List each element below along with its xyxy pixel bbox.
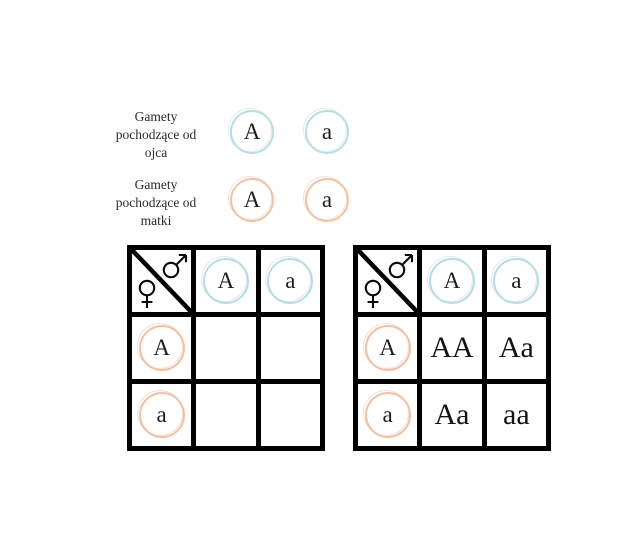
father-gamete-token-a bbox=[304, 109, 350, 155]
mother-gametes-label bbox=[95, 176, 217, 230]
mother-gamete-token-A bbox=[138, 324, 186, 372]
corner-cell bbox=[358, 250, 417, 312]
punnett-cell bbox=[487, 317, 546, 379]
row-header-cell bbox=[132, 317, 191, 379]
punnett-cell bbox=[196, 317, 255, 379]
row-header-cell bbox=[358, 317, 417, 379]
mother-gamete-token-a bbox=[138, 391, 186, 439]
gamete-letter: A bbox=[243, 119, 261, 144]
father-label-line: pochodzące od bbox=[115, 127, 197, 142]
col-header-cell bbox=[261, 250, 320, 312]
father-gametes-label bbox=[95, 108, 217, 162]
male-symbol-icon bbox=[386, 251, 416, 281]
punnett-cell bbox=[422, 384, 481, 446]
mother-label-line: Gamety bbox=[134, 177, 178, 192]
col-header-cell bbox=[422, 250, 481, 312]
female-symbol-icon bbox=[360, 278, 386, 311]
punnett-cell bbox=[487, 384, 546, 446]
female-symbol-icon bbox=[134, 278, 160, 311]
mother-gamete-token-a bbox=[304, 177, 350, 223]
gamete-letter: A bbox=[153, 335, 170, 360]
father-label-line: ojca bbox=[144, 145, 168, 160]
mother-gamete-token-A bbox=[229, 177, 275, 223]
mother-label-line: pochodzące od bbox=[115, 195, 197, 210]
gamete-letter: A bbox=[379, 335, 396, 360]
offspring-genotype: AA bbox=[430, 331, 474, 364]
gamete-letter: a bbox=[511, 268, 522, 293]
punnett-cell bbox=[422, 317, 481, 379]
father-gamete-token-a bbox=[266, 257, 314, 305]
punnett-cell bbox=[196, 384, 255, 446]
gamete-letter: A bbox=[243, 187, 261, 212]
father-gamete-token-A bbox=[428, 257, 476, 305]
gamete-letter: a bbox=[321, 187, 333, 212]
corner-cell bbox=[132, 250, 191, 312]
gamete-letter: A bbox=[443, 268, 461, 293]
row-header-cell bbox=[132, 384, 191, 446]
father-gamete-token-A bbox=[229, 109, 275, 155]
punnett-grid-solved bbox=[353, 245, 551, 451]
col-header-cell bbox=[487, 250, 546, 312]
gamete-letter: a bbox=[156, 402, 167, 427]
gamete-letter: a bbox=[321, 119, 333, 144]
father-gamete-token-a bbox=[492, 257, 540, 305]
punnett-cell bbox=[261, 317, 320, 379]
gamete-letter: A bbox=[217, 268, 235, 293]
offspring-genotype: Aa bbox=[498, 331, 534, 364]
gamete-letter: a bbox=[285, 268, 296, 293]
mother-gamete-token-A bbox=[364, 324, 412, 372]
col-header-cell bbox=[196, 250, 255, 312]
offspring-genotype: aa bbox=[503, 398, 530, 431]
punnett-cell bbox=[261, 384, 320, 446]
row-header-cell bbox=[358, 384, 417, 446]
father-label-line: Gamety bbox=[134, 109, 178, 124]
father-gamete-token-A bbox=[202, 257, 250, 305]
male-symbol-icon bbox=[160, 251, 190, 281]
mother-gamete-token-a bbox=[364, 391, 412, 439]
punnett-grid-empty bbox=[127, 245, 325, 451]
gamete-letter: a bbox=[382, 402, 393, 427]
mother-label-line: matki bbox=[140, 213, 172, 228]
offspring-genotype: Aa bbox=[434, 398, 470, 431]
